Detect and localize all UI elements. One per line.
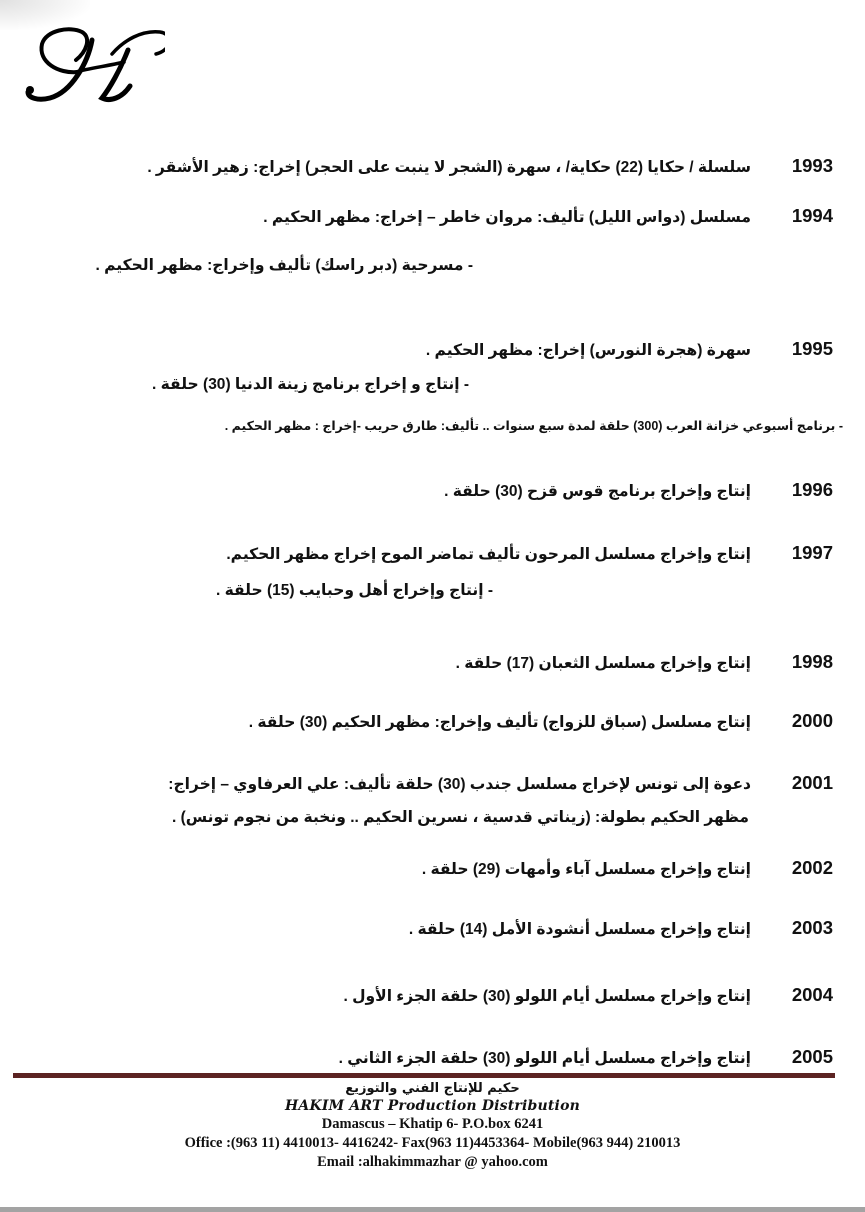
entry-text: إنتاج وإخراج مسلسل أيام اللولو (30) حلقة الجزء الثاني . xyxy=(338,1050,751,1067)
timeline-entry xyxy=(456,652,833,674)
timeline-entry xyxy=(339,1047,833,1069)
page-bottom-edge xyxy=(0,1207,865,1212)
entry-year: 1995 xyxy=(791,338,833,359)
entry-year: 1996 xyxy=(791,479,833,500)
entry-year: 2003 xyxy=(791,917,833,938)
entry-text: - إنتاج و إخراج برنامج زينة الدنيا (30) حلقة . xyxy=(152,376,469,393)
entry-year: 2000 xyxy=(791,710,833,731)
footer-divider xyxy=(13,1073,835,1078)
entry-text: إنتاج مسلسل (سباق للزواج) تأليف وإخراج: مظهر الحكيم (30) حلقة . xyxy=(248,714,751,731)
entry-text: - مسرحية (دبر راسك) تأليف وإخراج: مظهر الحكيم . xyxy=(95,257,473,274)
company-name-english: HAKIM ART Production Distribution xyxy=(284,1098,580,1114)
entry-year: 1997 xyxy=(791,542,833,563)
entry-text: إنتاج وإخراج مسلسل أيام اللولو (30) حلقة الجزء الأول . xyxy=(343,988,751,1005)
timeline-entry xyxy=(343,985,833,1007)
company-phones: Office :(963 11) 4410013- 4416242- Fax(963 11)4453364- Mobile(963 944) 210013 xyxy=(184,1135,681,1151)
timeline-subentry xyxy=(95,256,473,276)
entry-year: 1993 xyxy=(791,155,833,176)
entry-text: إنتاج وإخراج برنامج قوس قزح (30) حلقة . xyxy=(444,483,751,500)
timeline-entry xyxy=(147,156,833,178)
entry-year: 1994 xyxy=(791,205,833,226)
company-address: Damascus – Khatip 6- P.O.box 6241 xyxy=(321,1116,544,1132)
entry-year: 2001 xyxy=(791,772,833,793)
entry-text: - إنتاج وإخراج أهل وحبايب (15) حلقة . xyxy=(215,582,493,599)
timeline-entry xyxy=(409,918,833,940)
timeline-subentry xyxy=(225,416,843,436)
entry-text: دعوة إلى تونس لإخراج مسلسل جندب (30) حلقة تأليف: علي العرفاوي – إخراج: xyxy=(168,776,751,793)
letterhead-footer xyxy=(0,1080,865,1172)
timeline-entry xyxy=(422,858,833,880)
timeline-entry xyxy=(226,543,833,565)
entry-year: 2002 xyxy=(791,857,833,878)
company-email: Email :alhakimmazhar @ yahoo.com xyxy=(317,1154,548,1170)
timeline-entry xyxy=(263,206,833,228)
entry-year: 1998 xyxy=(791,651,833,672)
entry-text: مظهر الحكيم بطولة: (زيناتي قدسية ، نسرين الحكيم .. ونخبة من نجوم تونس) . xyxy=(171,809,749,826)
entry-text: إنتاج وإخراج مسلسل المرحون تأليف تماضر الموح إخراج مظهر الحكيم. xyxy=(226,546,751,563)
company-name-arabic: حكيم للإنتاج الفني والتوزيع xyxy=(345,1081,520,1096)
timeline-entry xyxy=(168,773,833,795)
timeline-entry xyxy=(249,711,833,733)
entry-text: سهرة (هجرة النورس) إخراج: مظهر الحكيم . xyxy=(425,342,751,359)
entry-year: 2005 xyxy=(791,1046,833,1067)
timeline-subentry xyxy=(216,581,493,601)
timeline-subentry xyxy=(152,375,469,395)
entry-text: سلسلة / حكايا (22) حكاية/ ، سهرة (الشجر لا ينبت على الحجر) إخراج: زهير الأشقر . xyxy=(147,159,751,176)
entry-year: 2004 xyxy=(791,984,833,1005)
timeline-subentry xyxy=(172,808,749,828)
entry-text: مسلسل (دواس الليل) تأليف: مروان خاطر – إخراج: مظهر الحكيم . xyxy=(263,209,751,226)
entry-text: - برنامج أسبوعي خزانة العرب (300) حلقة لمدة سبع سنوات .. تأليف: طارق حريب -إخراج : مظهر الحكيم . xyxy=(224,419,843,433)
timeline-entry xyxy=(426,339,833,361)
entry-text: إنتاج وإخراج مسلسل الثعبان (17) حلقة . xyxy=(455,655,751,672)
entry-text: إنتاج وإخراج مسلسل آباء وأمهات (29) حلقة . xyxy=(421,861,751,878)
entry-text: إنتاج وإخراج مسلسل أنشودة الأمل (14) حلقة . xyxy=(408,921,751,938)
timeline-entry xyxy=(444,480,833,502)
